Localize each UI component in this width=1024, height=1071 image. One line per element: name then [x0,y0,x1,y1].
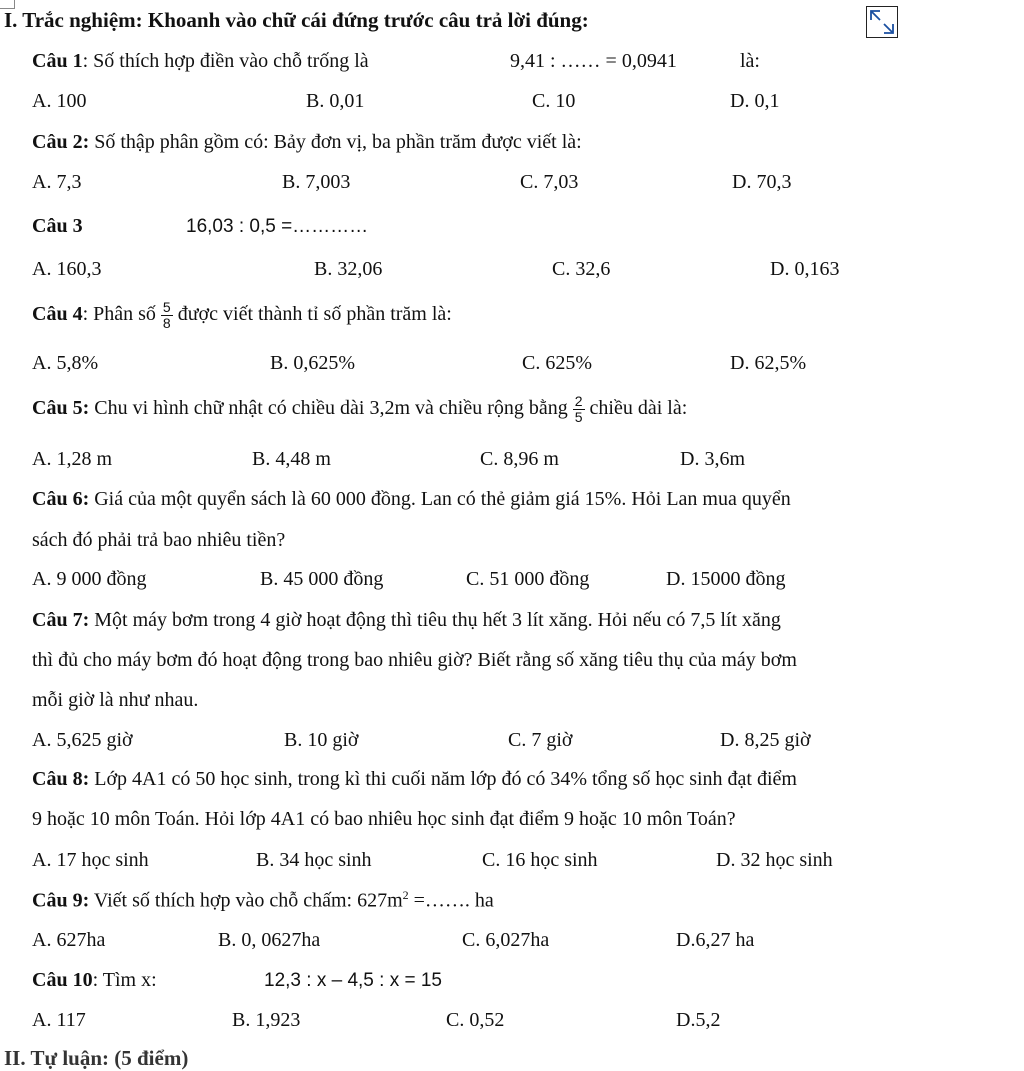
option-c[interactable]: C. 7 giờ [508,729,573,751]
fraction: $\frac{5}{8}$ [162,299,171,331]
option-b[interactable]: B. 45 000 đồng [260,568,384,590]
expand-icon[interactable] [866,6,898,38]
option-d[interactable]: D. 32 học sinh [716,849,833,871]
option-b[interactable]: B. 10 giờ [284,729,359,751]
option-d[interactable]: D. 0,1 [730,90,780,112]
question-label: Câu 10 [32,969,93,991]
question-label: Câu 3 [32,215,83,237]
option-c[interactable]: C. 8,96 m [480,448,559,470]
option-b[interactable]: B. 7,003 [282,171,351,193]
question-text: Số thập phân gồm có: Bảy đơn vị, ba phần trăm được viết là: [89,131,582,153]
option-a[interactable]: A. 160,3 [32,258,102,280]
question-text: Một máy bơm trong 4 giờ hoạt động thì tiêu thụ hết 3 lít xăng. Hỏi nếu có 7,5 lít xăng [89,609,781,631]
question-text: : Tìm x: [92,969,157,991]
question-7-line-3: mỗi giờ là như nhau. [32,689,199,711]
option-a[interactable]: A. 117 [32,1009,86,1031]
option-c[interactable]: C. 625% [522,352,592,374]
question-label: Câu 2: [32,131,90,153]
fraction: $\frac{2}{5}$ [574,393,583,425]
question-3 [32,215,83,238]
option-b[interactable]: B. 0,01 [306,90,365,112]
option-d[interactable]: D. 70,3 [732,171,792,193]
question-label: Câu 8: [32,768,90,790]
question-text: : Số thích hợp điền vào chỗ trống là [82,50,369,72]
question-5 [32,394,687,425]
option-b[interactable]: B. 32,06 [314,258,383,280]
question-8 [32,768,797,791]
question-7-line-2: thì đủ cho máy bơm đó hoạt động trong bao nhiêu giờ? Biết rằng số xăng tiêu thụ của máy bơm [32,649,797,671]
option-c[interactable]: C. 0,52 [446,1009,505,1031]
question-10 [32,969,157,992]
option-b[interactable]: B. 1,923 [232,1009,301,1031]
option-c[interactable]: C. 7,03 [520,171,579,193]
question-9-value: 627m [357,889,403,912]
option-b[interactable]: B. 4,48 m [252,448,331,470]
question-1 [32,50,369,73]
question-text: Chu vi hình chữ nhật có chiều dài 3,2m và chiều rộng bằng [89,397,568,420]
option-c[interactable]: C. 10 [532,90,576,112]
next-section-heading: II. Tự luận: (5 điểm) [4,1046,189,1070]
option-c[interactable]: C. 16 học sinh [482,849,598,871]
question-label: Câu 9: [32,889,90,912]
option-a[interactable]: A. 17 học sinh [32,849,149,871]
option-d[interactable]: D. 3,6m [680,448,745,470]
option-d[interactable]: D. 0,163 [770,258,840,280]
question-text-end: được viết thành tỉ số phần trăm là: [177,303,452,326]
superscript: 2 [402,888,409,902]
option-b[interactable]: B. 0, 0627ha [218,929,321,951]
option-c[interactable]: C. 51 000 đồng [466,568,590,590]
option-a[interactable]: A. 7,3 [32,171,82,193]
option-a[interactable]: A. 627ha [32,929,106,951]
option-c[interactable]: C. 32,6 [552,258,611,280]
option-d[interactable]: D. 62,5% [730,352,807,374]
option-d[interactable]: D. 8,25 giờ [720,729,811,751]
option-a[interactable]: A. 5,625 giờ [32,729,133,751]
question-8-line-2: 9 hoặc 10 môn Toán. Hỏi lớp 4A1 có bao nhiêu học sinh đạt điểm 9 hoặc 10 môn Toán? [32,808,736,830]
question-1-expression: 9,41 : …… = 0,0941 [510,50,677,72]
question-text: Giá của một quyển sách là 60 000 đồng. Lan có thẻ giảm giá 15%. Hỏi Lan mua quyển [89,488,791,510]
option-a[interactable]: A. 5,8% [32,352,99,374]
option-a[interactable]: A. 100 [32,90,87,112]
question-label: Câu 5: [32,397,90,420]
question-label: Câu 1 [32,50,83,72]
question-7 [32,609,781,632]
question-text: Viết số thích hợp vào chỗ chấm: [89,889,358,912]
option-b[interactable]: B. 34 học sinh [256,849,372,871]
option-c[interactable]: C. 6,027ha [462,929,550,951]
question-1-suffix: là: [740,50,760,72]
section-heading: I. Trắc nghiệm: Khoanh vào chữ cái đứng trước câu trả lời đúng: [4,8,589,32]
question-6 [32,488,791,511]
question-3-expression: 16,03 : 0,5 =………… [186,216,369,237]
option-b[interactable]: B. 0,625% [270,352,355,374]
question-text-end: chiều dài là: [589,397,688,420]
question-text: : Phân số [82,303,156,326]
question-6-line-2: sách đó phải trả bao nhiêu tiền? [32,529,286,551]
question-4 [32,300,452,331]
question-9-blank: =……. ha [408,889,494,912]
option-a[interactable]: A. 9 000 đồng [32,568,147,590]
option-d[interactable]: D.6,27 ha [676,929,755,951]
question-2 [32,131,582,154]
question-label: Câu 6: [32,488,90,510]
question-10-expression: 12,3 : x – 4,5 : x = 15 [264,970,442,991]
option-a[interactable]: A. 1,28 m [32,448,112,470]
question-text: Lớp 4A1 có 50 học sinh, trong kì thi cuối năm lớp đó có 34% tổng số học sinh đạt điểm [89,768,797,790]
question-label: Câu 4 [32,303,83,326]
question-9 [32,888,494,913]
option-d[interactable]: D.5,2 [676,1009,721,1031]
option-d[interactable]: D. 15000 đồng [666,568,786,590]
question-label: Câu 7: [32,609,90,631]
